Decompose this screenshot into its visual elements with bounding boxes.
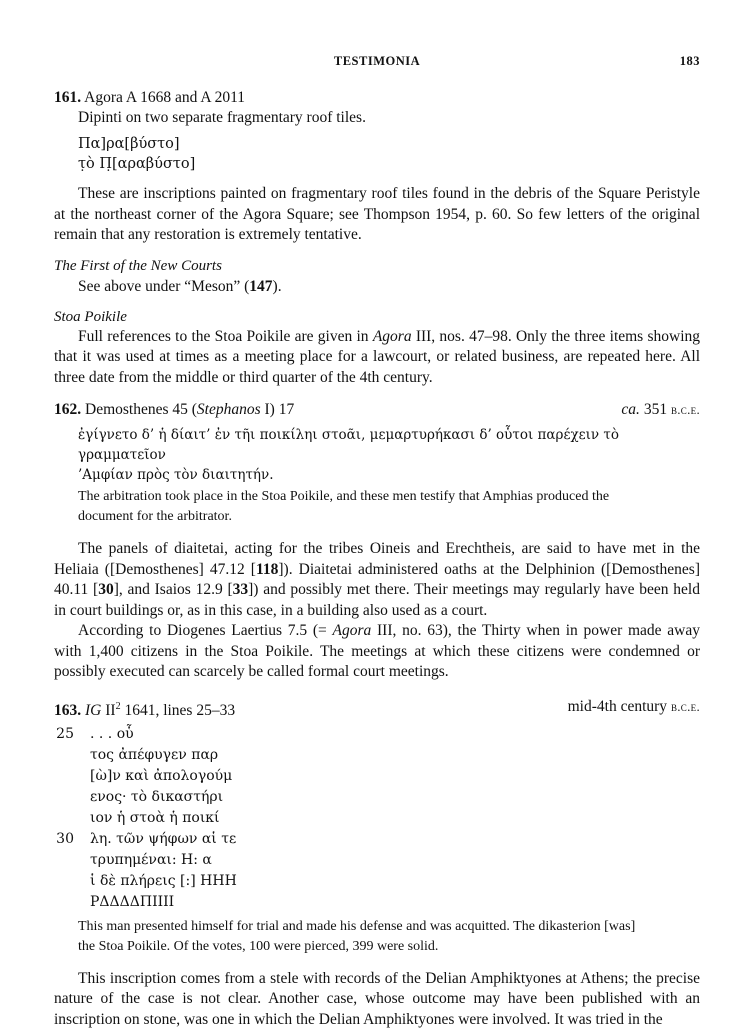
section-first-new-courts [54, 256, 700, 297]
section-heading: Stoa Poikile [54, 307, 700, 327]
section-stoa-poikile [54, 307, 700, 389]
stoa-poikile-intro: Full references to the Stoa Poikile are given in Agora III, nos. 47–98. Only the three items showing that it was used at times as a meeting place for a lawcourt, or related business, are repeated here. All three date from the middle or third quarter of the 4th century. [54, 327, 700, 389]
entry-163-heading: 163. IG $II^2$ 1641, lines 25–33 mid-4th century b.c.e. [54, 697, 700, 720]
inscription-line: ἱ δὲ πλήρεις [:] ΗΗΗ [54, 871, 700, 892]
entry-161-greek-line-2: τ̣ὸ Π̣[αραβύστο] [54, 154, 700, 174]
entry-163-translation-line-2: the Stoa Poikile. Of the votes, 100 were pierced, 399 were solid. [54, 937, 700, 957]
entry-162-date: ca. 351 b.c.e. [621, 400, 700, 419]
entry-163 [54, 697, 700, 1030]
inscription-line: ΡΔΔΔΔΠΙΙΙΙ [54, 892, 700, 913]
entry-163-inscription [54, 724, 700, 913]
entry-161 [54, 88, 700, 246]
see-above-note: See above under “Meson” (147). [54, 276, 700, 297]
entry-162-greek-line-1: ἐγίγνετο δ’ ἡ δίαιτ’ ἐν τῆι ποικίληι στοᾶι, μεμαρτυρήκασι δ’ οὗτοι παρέχειν τὸ γραμματεῖον [54, 425, 700, 465]
inscription-line: 30 λη. τῶν ψήφων αἱ τε [54, 829, 700, 850]
page-number: 183 [680, 54, 700, 69]
entry-161-heading: 161. Agora A 1668 and A 2011 [54, 88, 700, 107]
entry-163-translation-line-1: This man presented himself for trial and made his defense and was acquitted. The dikasterion [was] [54, 917, 700, 937]
entry-162-greek-line-2: ’Αμφίαν πρὸς τὸν διαιτητήν. [54, 465, 700, 485]
entry-161-commentary: These are inscriptions painted on fragmentary roof tiles found in the debris of the Square Peristyle at the northeast corner of the Agora Square; see Thompson 1954, p. 60. So few letters of the original remain that any restoration is extremely tentative. [54, 184, 700, 246]
running-head [54, 54, 700, 76]
inscription-line: ενος· τὸ δικαστήρι [54, 787, 700, 808]
entry-163-commentary: This inscription comes from a stele with records of the Delian Amphiktyones at Athens; the precise nature of the case is not clear. Another case, whose outcome may have been published with an inscription on stone, was one in which the Delian Amphiktyones were involved. It was tried in the [54, 969, 700, 1030]
entry-162-heading: 162. Demosthenes 45 (Stephanos I) 17 ca. 351 b.c.e. [54, 400, 700, 419]
inscription-line: 25 . . . οὗ [54, 724, 700, 745]
inscription-line: [ὼ]ν καὶ ἀπολογούμ [54, 766, 700, 787]
entry-162-translation-line-2: document for the arbitrator. [54, 507, 700, 527]
section-heading: The First of the New Courts [54, 256, 700, 276]
inscription-line: τρυπημέναι: Η: α [54, 850, 700, 871]
book-page [54, 54, 700, 1030]
inscription-line: τος ἀπέφυγεν παρ [54, 745, 700, 766]
entry-162-translation-line-1: The arbitration took place in the Stoa Poikile, and these men testify that Amphias produced the [54, 487, 700, 507]
entry-163-date: mid-4th century b.c.e. [568, 697, 700, 716]
inscription-line: ιον ἡ στοὰ ἡ ποικί [54, 808, 700, 829]
entry-162 [54, 400, 700, 683]
entry-162-commentary-1: The panels of diaitetai, acting for the tribes Oineis and Erechtheis, are said to have met in the Heliaia ([Demosthenes] 47.12 [118]). Diaitetai administered oaths at the Delphinion ([Demosthenes] 40.11 [30], and Isaios 12.9 [33]) and possibly met there. Their meetings may regularly have been held in court buildings or, as in this case, in a building also used as a court. [54, 539, 700, 621]
running-head-title: TESTIMONIA [54, 54, 700, 69]
entry-162-commentary-2: According to Diogenes Laertius 7.5 (= Agora III, no. 63), the Thirty when in power made away with 1,400 citizens in the Stoa Poikile. The meetings at which these citizens were condemned or possibly executed can scarcely be called formal court meetings. [54, 621, 700, 683]
entry-161-subtitle: Dipinti on two separate fragmentary roof tiles. [54, 107, 700, 128]
entry-161-greek-line-1: Πα]ρα[βύστο] [54, 134, 700, 154]
